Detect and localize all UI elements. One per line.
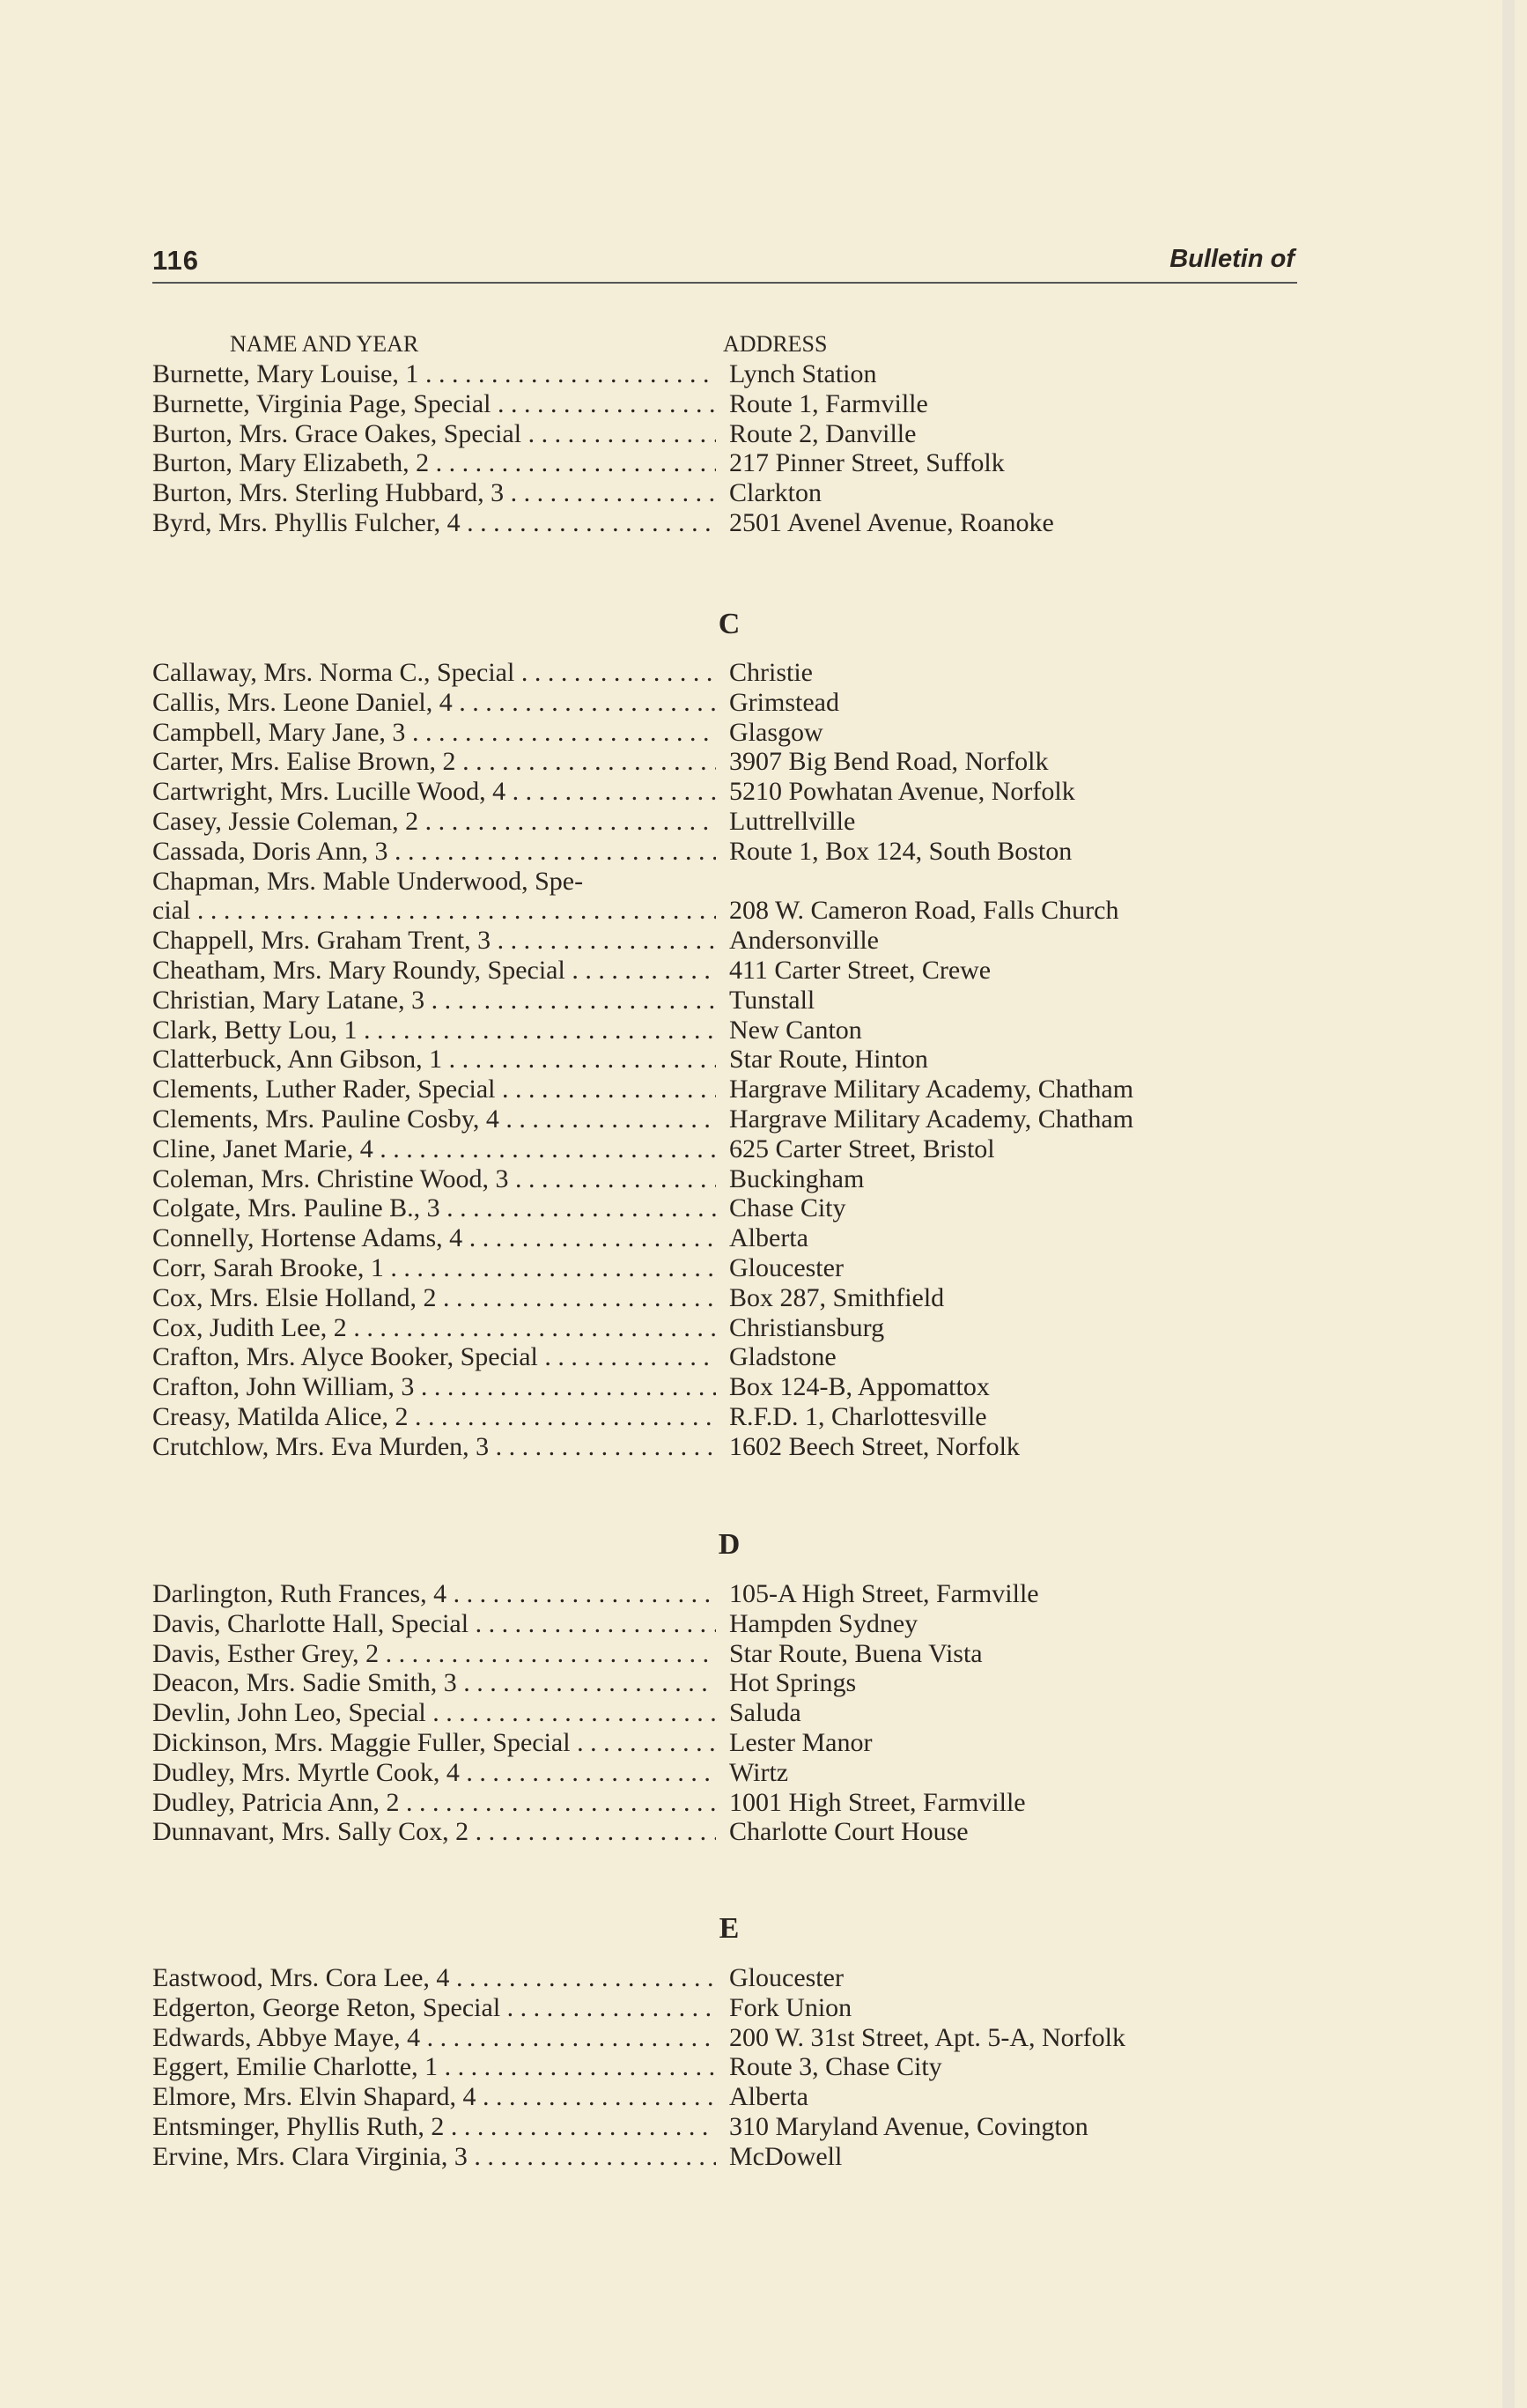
student-address: Alberta <box>729 1223 808 1253</box>
student-address: 208 W. Cameron Road, Falls Church <box>729 896 1119 926</box>
student-name: Colgate, Mrs. Pauline B., 3 . . . <box>152 1193 716 1223</box>
student-address: Box 124-B, Appomattox <box>729 1372 990 1402</box>
student-address: Gloucester <box>729 1252 844 1282</box>
student-name: Dudley, Patricia Ann, 2 . . . <box>152 1788 716 1818</box>
student-name: Cox, Judith Lee, 2 . . . <box>152 1313 716 1343</box>
student-name: Davis, Charlotte Hall, Special . . . <box>152 1609 716 1639</box>
student-name: Byrd, Mrs. Phyllis Fulcher, 4 . . . <box>152 508 716 538</box>
directory-row <box>152 419 1297 449</box>
student-name: Corr, Sarah Brooke, 1 . . . <box>152 1253 716 1283</box>
student-name: Creasy, Matilda Alice, 2 . . . <box>152 1402 716 1432</box>
student-address: Christie <box>729 658 813 687</box>
student-name: Cheatham, Mrs. Mary Roundy, Special . . . <box>152 956 716 986</box>
directory-row <box>152 1609 1297 1639</box>
student-address: Tunstall <box>729 985 815 1015</box>
student-address: Star Route, Hinton <box>729 1045 928 1075</box>
directory-row <box>152 956 1297 986</box>
student-name: Carter, Mrs. Ealise Brown, 2 . . . <box>152 747 716 777</box>
student-name: Edwards, Abbye Maye, 4 . . . <box>152 2023 716 2053</box>
page-header <box>152 245 1295 280</box>
directory-row <box>152 478 1297 508</box>
directory-row <box>152 837 1297 867</box>
header-rule <box>152 282 1297 284</box>
directory-row <box>152 747 1297 777</box>
directory-row <box>152 688 1297 718</box>
section-letter-d: D <box>718 1528 741 1561</box>
directory-row <box>152 1372 1297 1402</box>
directory-row <box>152 448 1297 478</box>
directory-row <box>152 777 1297 807</box>
student-name: Burnette, Virginia Page, Special . . . <box>152 389 716 419</box>
student-address: 105-A High Street, Farmville <box>729 1579 1039 1608</box>
directory-row <box>152 1668 1297 1698</box>
directory-row <box>152 1253 1297 1283</box>
student-name: Cartwright, Mrs. Lucille Wood, 4 . . . <box>152 777 716 807</box>
directory-row <box>152 986 1297 1016</box>
directory-row <box>152 718 1297 748</box>
directory-row <box>152 1639 1297 1669</box>
student-address: Route 1, Farmville <box>729 388 928 418</box>
directory-row <box>152 867 1297 897</box>
section-d-list <box>152 1579 1297 1847</box>
student-address: Clarkton <box>729 478 822 508</box>
student-name: Clark, Betty Lou, 1 . . . <box>152 1016 716 1045</box>
directory-row <box>152 1728 1297 1758</box>
student-address: Star Route, Buena Vista <box>729 1638 983 1668</box>
student-address: 3907 Big Bend Road, Norfolk <box>729 747 1049 777</box>
student-name: Clements, Luther Rader, Special . . . <box>152 1075 716 1104</box>
student-address: McDowell <box>729 2141 843 2171</box>
directory-row <box>152 2023 1297 2053</box>
student-name: Christian, Mary Latane, 3 . . . <box>152 986 716 1016</box>
student-address: Lynch Station <box>729 359 877 388</box>
directory-row <box>152 1342 1297 1372</box>
student-address: Luttrellville <box>729 806 856 836</box>
student-name: Eggert, Emilie Charlotte, 1 . . . <box>152 2052 716 2082</box>
directory-row <box>152 1963 1297 1993</box>
student-address: Fork Union <box>729 1992 852 2022</box>
student-name: Darlington, Ruth Frances, 4 . . . <box>152 1579 716 1609</box>
student-address: Buckingham <box>729 1163 865 1193</box>
student-name: Dunnavant, Mrs. Sally Cox, 2 . . . <box>152 1817 716 1847</box>
student-name: Eastwood, Mrs. Cora Lee, 4 . . . <box>152 1963 716 1993</box>
directory-row <box>152 508 1297 538</box>
student-name: Crafton, John William, 3 . . . <box>152 1372 716 1402</box>
section-c-list <box>152 658 1297 1462</box>
student-address: Route 2, Danville <box>729 418 917 448</box>
directory-row <box>152 1164 1297 1194</box>
student-name: Chapman, Mrs. Mable Underwood, Spe- <box>152 866 584 896</box>
directory-row <box>152 1283 1297 1313</box>
directory-row <box>152 926 1297 956</box>
student-name: Cline, Janet Marie, 4 . . . <box>152 1134 716 1164</box>
student-address: Box 287, Smithfield <box>729 1282 945 1312</box>
directory-row <box>152 1817 1297 1847</box>
student-name: Callaway, Mrs. Norma C., Special . . . <box>152 658 716 688</box>
student-name: Burton, Mrs. Sterling Hubbard, 3 . . . <box>152 478 716 508</box>
student-address: 411 Carter Street, Crewe <box>729 955 992 985</box>
directory-row <box>152 1134 1297 1164</box>
student-name: Cassada, Doris Ann, 3 . . . <box>152 837 716 867</box>
directory-row <box>152 1402 1297 1432</box>
student-address: Glasgow <box>729 717 823 747</box>
student-address: 625 Carter Street, Bristol <box>729 1134 995 1163</box>
student-name: Connelly, Hortense Adams, 4 . . . <box>152 1223 716 1253</box>
student-name: cial . . . <box>152 896 716 926</box>
directory-row <box>152 1993 1297 2023</box>
student-address: Hampden Sydney <box>729 1608 918 1638</box>
student-name: Burton, Mrs. Grace Oakes, Special . . . <box>152 419 716 449</box>
directory-row <box>152 2112 1297 2142</box>
student-address: 1602 Beech Street, Norfolk <box>729 1431 1020 1461</box>
student-name: Crutchlow, Mrs. Eva Murden, 3 . . . <box>152 1432 716 1462</box>
student-name: Devlin, John Leo, Special . . . <box>152 1698 716 1728</box>
section-e-list <box>152 1963 1297 2172</box>
directory-row <box>152 658 1297 688</box>
directory-row <box>152 1104 1297 1134</box>
directory-row <box>152 1698 1297 1728</box>
student-address: New Canton <box>729 1015 862 1045</box>
student-name: Crafton, Mrs. Alyce Booker, Special . . . <box>152 1342 716 1372</box>
student-name: Dudley, Mrs. Myrtle Cook, 4 . . . <box>152 1758 716 1788</box>
directory-row <box>152 2142 1297 2172</box>
student-address: 200 W. 31st Street, Apt. 5-A, Norfolk <box>729 2022 1125 2052</box>
student-name: Chappell, Mrs. Graham Trent, 3 . . . <box>152 926 716 956</box>
student-name: Burton, Mary Elizabeth, 2 . . . <box>152 448 716 478</box>
student-name: Cox, Mrs. Elsie Holland, 2 . . . <box>152 1283 716 1313</box>
student-address: Route 3, Chase City <box>729 2052 942 2082</box>
student-address: Route 1, Box 124, South Boston <box>729 836 1073 866</box>
student-name: Campbell, Mary Jane, 3 . . . <box>152 718 716 748</box>
student-name: Elmore, Mrs. Elvin Shapard, 4 . . . <box>152 2082 716 2112</box>
directory-row <box>152 807 1297 837</box>
directory-row <box>152 359 1297 389</box>
directory-row <box>152 1758 1297 1788</box>
student-address: Hargrave Military Academy, Chatham <box>729 1104 1134 1134</box>
student-address: 217 Pinner Street, Suffolk <box>729 448 1005 478</box>
student-address: Andersonville <box>729 926 879 956</box>
student-address: 5210 Powhatan Avenue, Norfolk <box>729 777 1075 807</box>
student-name: Entsminger, Phyllis Ruth, 2 . . . <box>152 2112 716 2142</box>
directory-row <box>152 1432 1297 1462</box>
directory-row <box>152 896 1297 926</box>
student-name: Deacon, Mrs. Sadie Smith, 3 . . . <box>152 1668 716 1698</box>
student-name: Coleman, Mrs. Christine Wood, 3 . . . <box>152 1164 716 1194</box>
running-head: Bulletin of <box>1169 245 1295 273</box>
student-address: 1001 High Street, Farmville <box>729 1787 1026 1817</box>
student-name: Dickinson, Mrs. Maggie Fuller, Special . . . <box>152 1728 716 1758</box>
student-address: Gloucester <box>729 1963 844 1992</box>
student-address: Charlotte Court House <box>729 1817 969 1847</box>
student-address: Christiansburg <box>729 1312 885 1342</box>
student-name: Casey, Jessie Coleman, 2 . . . <box>152 807 716 837</box>
student-name: Callis, Mrs. Leone Daniel, 4 . . . <box>152 688 716 718</box>
student-name: Clements, Mrs. Pauline Cosby, 4 . . . <box>152 1104 716 1134</box>
student-address: Gladstone <box>729 1342 837 1372</box>
name-column-header: NAME AND YEAR <box>230 331 419 357</box>
student-address: R.F.D. 1, Charlottesville <box>729 1401 987 1431</box>
section-b-list <box>152 359 1297 538</box>
student-address: Wirtz <box>729 1757 789 1787</box>
page-number: 116 <box>152 245 200 276</box>
directory-row <box>152 1016 1297 1045</box>
student-address: Alberta <box>729 2082 808 2112</box>
student-address: Hargrave Military Academy, Chatham <box>729 1075 1134 1104</box>
student-name: Edgerton, George Reton, Special . . . <box>152 1993 716 2023</box>
directory-row <box>152 1075 1297 1104</box>
student-address: Hot Springs <box>729 1668 857 1698</box>
student-name: Davis, Esther Grey, 2 . . . <box>152 1639 716 1669</box>
directory-row <box>152 389 1297 419</box>
student-name: Burnette, Mary Louise, 1 . . . <box>152 359 716 389</box>
student-name: Ervine, Mrs. Clara Virginia, 3 . . . <box>152 2142 716 2172</box>
directory-row <box>152 2082 1297 2112</box>
directory-row <box>152 1223 1297 1253</box>
directory-row <box>152 1788 1297 1818</box>
column-headers <box>152 331 1297 358</box>
directory-row <box>152 1313 1297 1343</box>
section-letter-c: C <box>718 608 741 640</box>
student-address: 310 Maryland Avenue, Covington <box>729 2111 1088 2141</box>
student-address: Grimstead <box>729 687 839 717</box>
directory-row <box>152 1579 1297 1609</box>
address-column-header: ADDRESS <box>723 331 828 357</box>
student-address: Saluda <box>729 1698 801 1728</box>
directory-row <box>152 2052 1297 2082</box>
directory-row <box>152 1045 1297 1075</box>
student-address: Lester Manor <box>729 1727 873 1757</box>
student-name: Clatterbuck, Ann Gibson, 1 . . . <box>152 1045 716 1075</box>
student-address: Chase City <box>729 1193 846 1223</box>
directory-row <box>152 1193 1297 1223</box>
section-letter-e: E <box>719 1912 740 1945</box>
student-address: 2501 Avenel Avenue, Roanoke <box>729 507 1054 537</box>
